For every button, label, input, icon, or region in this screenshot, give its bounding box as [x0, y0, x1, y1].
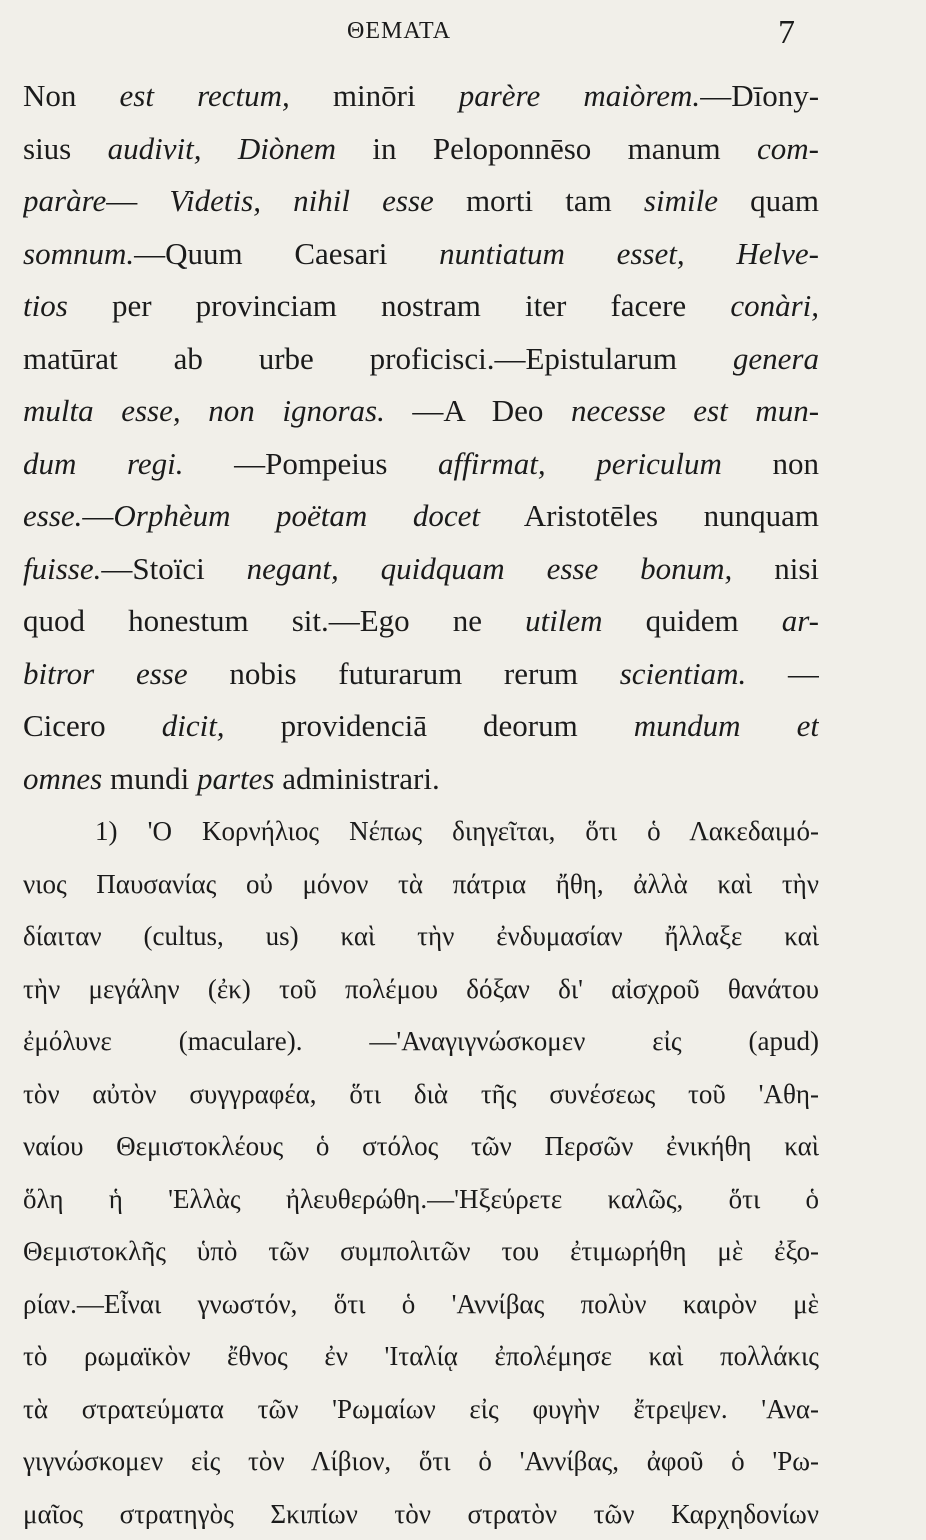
page-body: [23, 70, 819, 1540]
text-line: [23, 1383, 819, 1436]
text-segment: ναίου Θεμιστοκλέους ὁ στόλος τῶν Περσῶν ἐνικήθη καὶ: [23, 1131, 819, 1161]
text-segment: necesse est mun-: [571, 393, 819, 428]
text-line: [23, 175, 819, 228]
text-segment: quam: [718, 183, 819, 218]
text-segment: Videtis, nihil esse: [169, 183, 433, 218]
text-segment: quidem: [603, 603, 782, 638]
text-segment: nisi: [732, 551, 819, 586]
text-segment: τὴν μεγάλην (ἐκ) τοῦ πολέμου δόξαν δι' αἰσχροῦ θανάτου: [23, 974, 819, 1004]
text-line: [23, 858, 819, 911]
text-segment: somnum.: [23, 236, 134, 271]
text-segment: dum regi.: [23, 446, 184, 481]
text-segment: —Quum Caesari: [134, 236, 439, 271]
text-line: [23, 1330, 819, 1383]
text-segment: ar-: [782, 603, 819, 638]
text-segment: affirmat, periculum: [438, 446, 722, 481]
text-segment: μαῖος στρατηγὸς Σκιπίων τὸν στρατὸν τῶν Καρχηδονίων: [23, 1499, 819, 1529]
text-segment: matūrat ab urbe proficisci.—Epistularum: [23, 341, 733, 376]
text-segment: tios: [23, 288, 68, 323]
text-line: [23, 648, 819, 701]
text-segment: —: [82, 498, 113, 533]
text-segment: —: [106, 183, 169, 218]
text-line: [23, 490, 819, 543]
text-line: [23, 1225, 819, 1278]
text-segment: —Dīony-: [700, 78, 819, 113]
text-line: [23, 1488, 819, 1540]
text-segment: omnes: [23, 761, 102, 796]
text-segment: 1) 'Ο Κορνήλιος Νέπως διηγεῖται, ὅτι ὁ Λακεδαιμό-: [95, 816, 819, 846]
page-header: [0, 14, 926, 54]
text-segment: per provinciam nostram iter facere: [68, 288, 731, 323]
text-segment: simile: [644, 183, 718, 218]
text-line: [23, 963, 819, 1016]
text-line: [23, 1435, 819, 1488]
text-segment: sius: [23, 131, 108, 166]
text-segment: δίαιταν (cultus, us) καὶ τὴν ἐνδυμασίαν ἤλλαξε καὶ: [23, 921, 819, 951]
text-segment: est rectum,: [120, 78, 290, 113]
text-segment: nobis futurarum rerum: [188, 656, 620, 691]
text-segment: morti tam: [434, 183, 644, 218]
text-line: [23, 1120, 819, 1173]
text-segment: Cicero: [23, 708, 162, 743]
text-segment: Orphèum poëtam docet: [113, 498, 480, 533]
text-segment: dicit,: [162, 708, 225, 743]
text-segment: conàri,: [730, 288, 819, 323]
text-line: [23, 280, 819, 333]
text-segment: in Peloponnēso manum: [336, 131, 757, 166]
text-line: [23, 543, 819, 596]
text-segment: com-: [757, 131, 819, 166]
text-segment: utilem: [525, 603, 603, 638]
text-segment: τὸν αὐτὸν συγγραφέα, ὅτι διὰ τῆς συνέσεως τοῦ 'Αθη-: [23, 1079, 819, 1109]
text-segment: partes: [197, 761, 275, 796]
text-segment: nuntiatum esset, Helve-: [439, 236, 819, 271]
text-line: [23, 700, 819, 753]
text-segment: νιος Παυσανίας οὐ μόνον τὰ πάτρια ἤθη, ἀλλὰ καὶ τὴν: [23, 869, 819, 899]
text-segment: scientiam.: [620, 656, 747, 691]
text-line: [23, 805, 819, 858]
text-segment: mundi: [102, 761, 197, 796]
text-segment: administrari.: [274, 761, 439, 796]
text-line: [23, 1015, 819, 1068]
text-line: [23, 123, 819, 176]
text-segment: audivit, Diònem: [108, 131, 336, 166]
text-line: [23, 228, 819, 281]
text-segment: τὰ στρατεύματα τῶν 'Ρωμαίων εἰς φυγὴν ἔτρεψεν. 'Ανα-: [23, 1394, 819, 1424]
text-line: [23, 910, 819, 963]
text-segment: ρίαν.—Εἶναι γνωστόν, ὅτι ὁ 'Αννίβας πολὺν καιρὸν μὲ: [23, 1289, 819, 1319]
text-segment: quod honestum sit.—Ego ne: [23, 603, 525, 638]
text-segment: mundum et: [634, 708, 819, 743]
text-line: [23, 1173, 819, 1226]
text-segment: negant, quidquam esse bonum,: [247, 551, 733, 586]
text-line: [23, 385, 819, 438]
text-segment: providenciā deorum: [225, 708, 634, 743]
text-line: [23, 1278, 819, 1331]
text-segment: Θεμιστοκλῆς ὑπὸ τῶν συμπολιτῶν του ἐτιμωρήθη μὲ ἐξο-: [23, 1236, 819, 1266]
text-segment: τὸ ρωμαϊκὸν ἔθνος ἐν 'Ιταλίᾳ ἐπολέμησε καὶ πολλάκις: [23, 1341, 819, 1371]
text-segment: —: [746, 656, 819, 691]
text-segment: —A Deo: [385, 393, 571, 428]
text-segment: ἐμόλυνε (maculare). —'Αναγιγνώσκομεν εἰς (apud): [23, 1026, 819, 1056]
text-line: [23, 438, 819, 491]
text-line: [23, 595, 819, 648]
text-segment: bitror esse: [23, 656, 188, 691]
text-segment: fuisse.: [23, 551, 101, 586]
running-title: ΘΕΜΑΤΑ: [347, 18, 451, 45]
text-segment: —Pompeius: [184, 446, 438, 481]
text-line: [23, 753, 819, 806]
text-segment: esse.: [23, 498, 82, 533]
text-line: [23, 333, 819, 386]
text-line: [23, 70, 819, 123]
text-segment: Non: [23, 78, 120, 113]
text-segment: genera: [733, 341, 819, 376]
text-segment: non: [722, 446, 819, 481]
text-segment: γιγνώσκομεν εἰς τὸν Λίβιον, ὅτι ὁ 'Αννίβας, ἀφοῦ ὁ 'Ρω-: [23, 1446, 819, 1476]
page-number: 7: [778, 14, 795, 52]
text-segment: ὅλη ἡ 'Ελλὰς ἠλευθερώθη.—'Ηξεύρετε καλῶς, ὅτι ὁ: [23, 1184, 819, 1214]
text-segment: —Stoïci: [101, 551, 246, 586]
text-segment: paràre: [23, 183, 106, 218]
text-segment: minōri: [290, 78, 459, 113]
text-segment: Aristotēles nunquam: [480, 498, 819, 533]
text-segment: parère maiòrem.: [459, 78, 700, 113]
text-segment: multa esse, non ignoras.: [23, 393, 385, 428]
text-line: [23, 1068, 819, 1121]
